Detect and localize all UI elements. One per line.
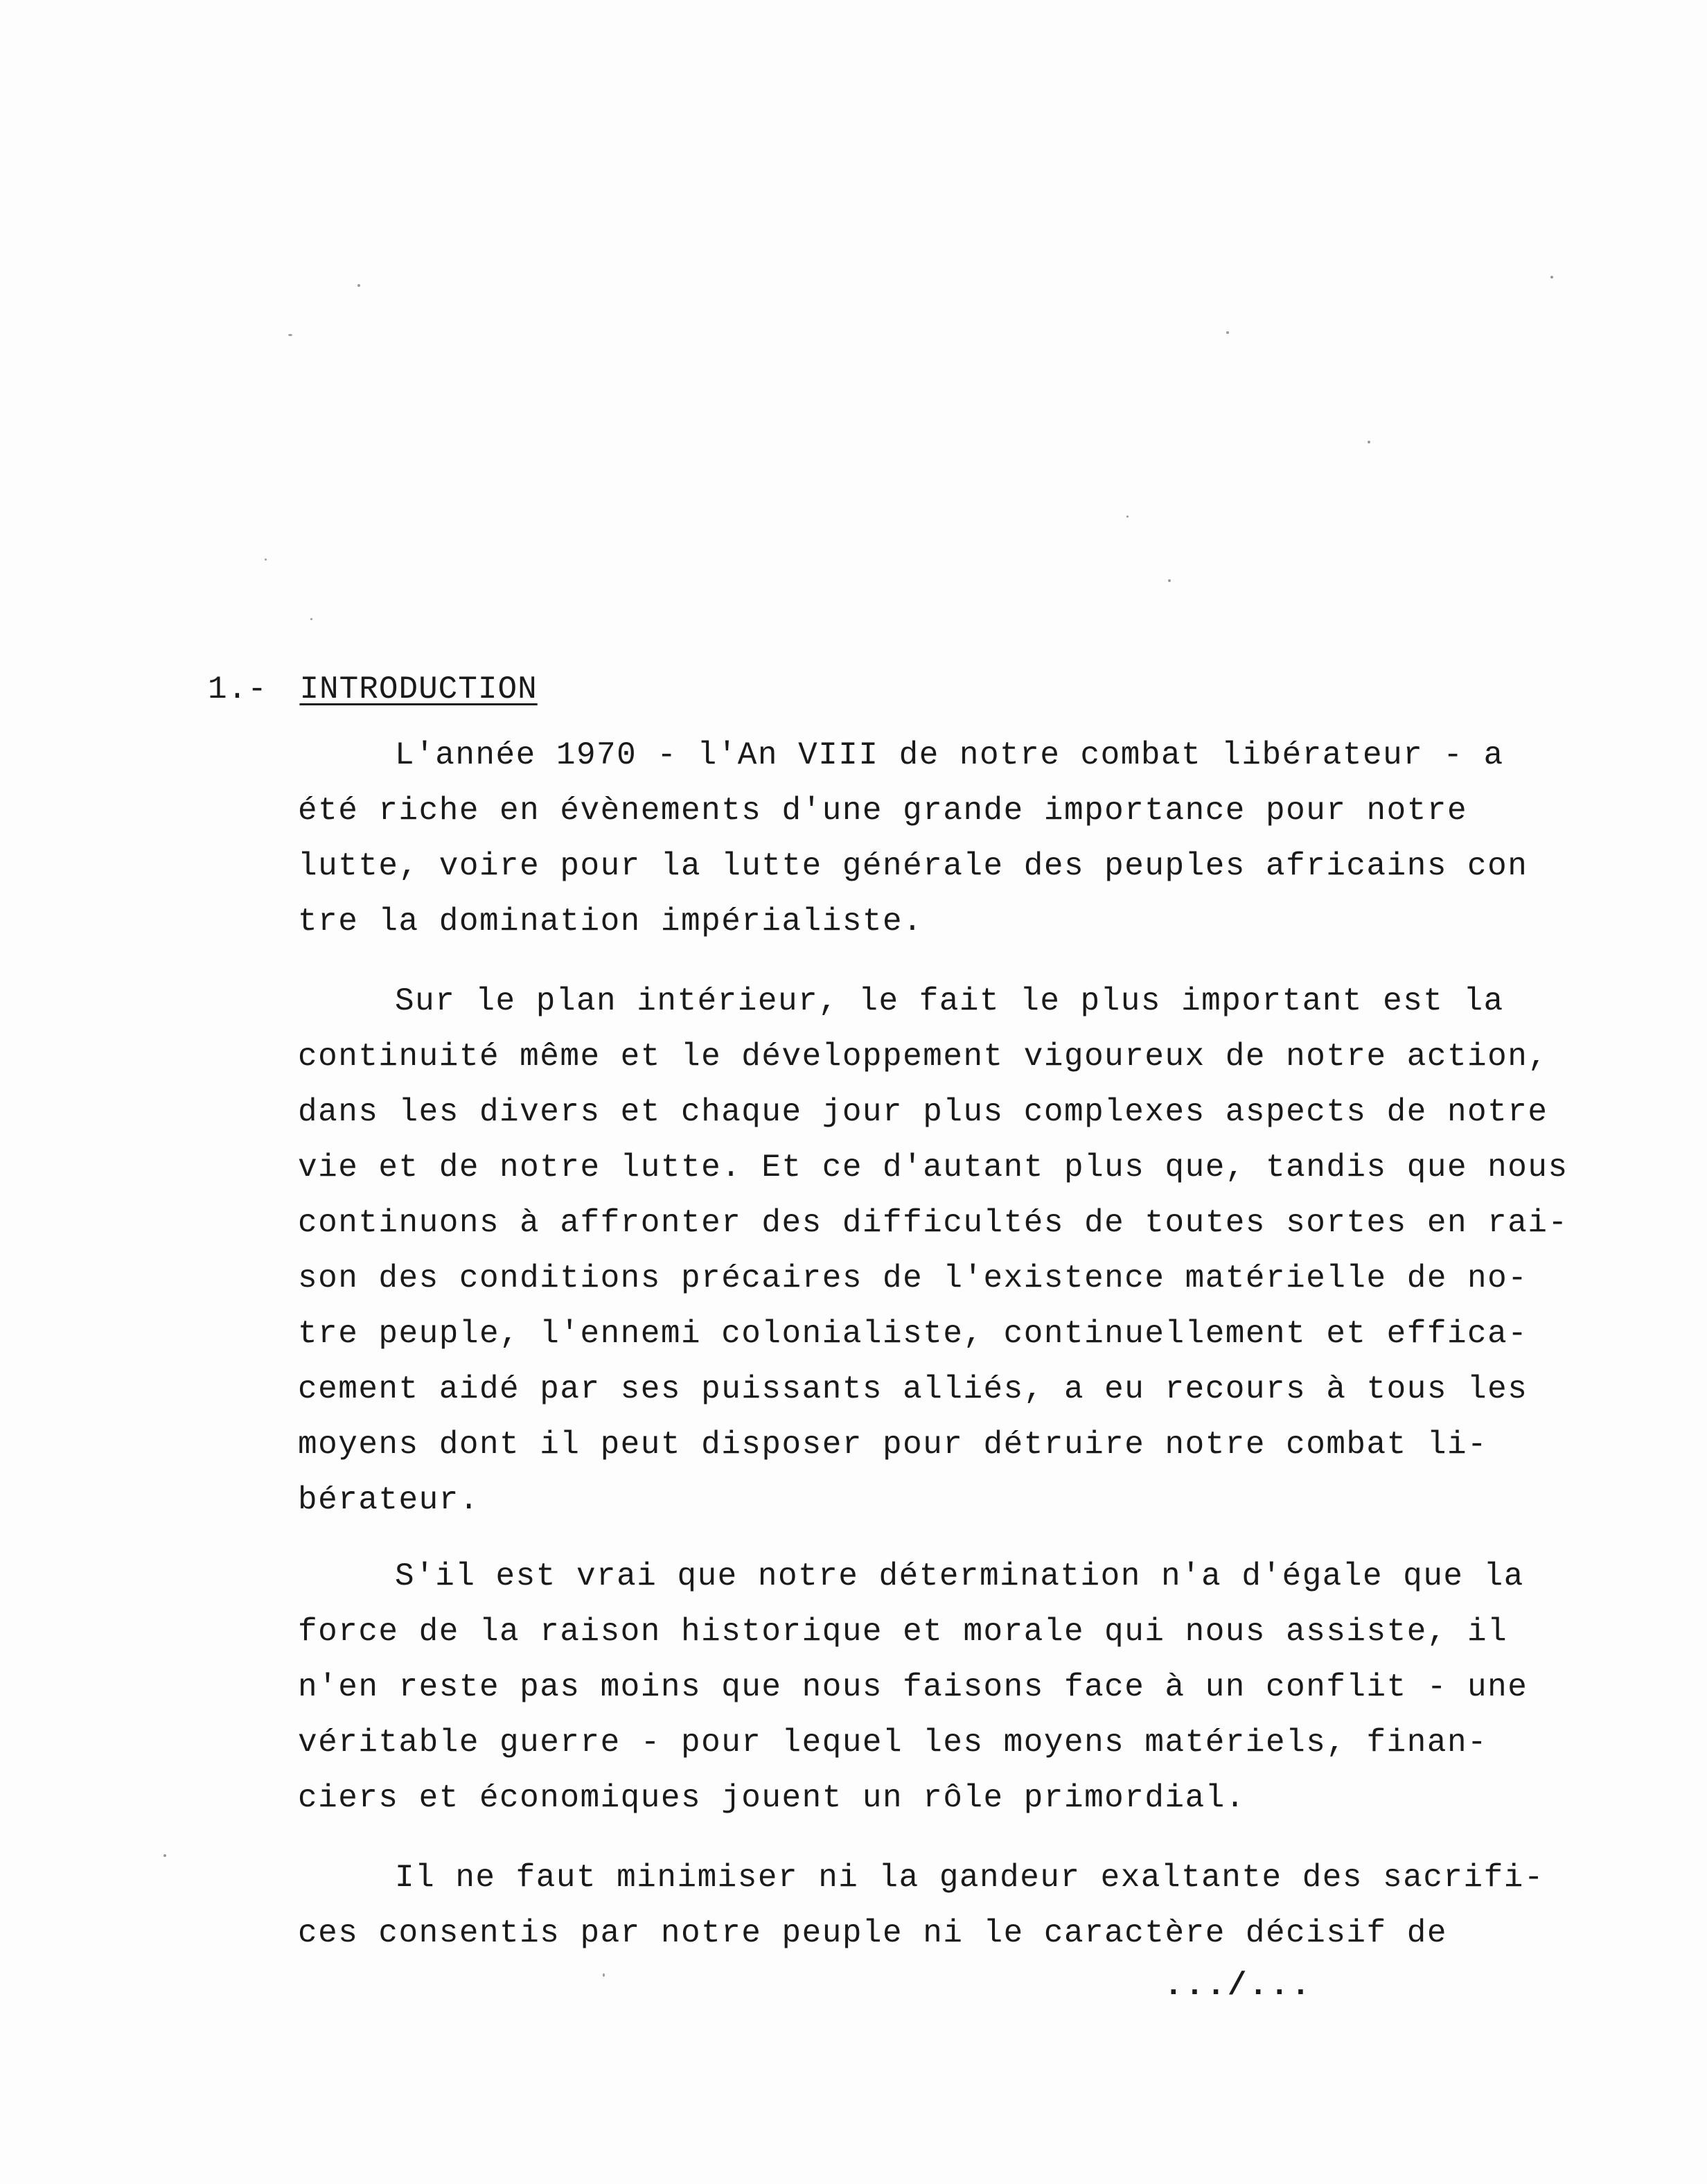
scan-speck [603, 1973, 605, 1977]
text-line: S'il est vrai que notre détermination n'a d'égale que la [395, 1558, 1524, 1594]
text-line: dans les divers et chaque jour plus complexes aspects de notre [298, 1094, 1548, 1130]
text-line: continuité même et le développement vigoureux de notre action, [298, 1039, 1548, 1075]
text-line: L'année 1970 - l'An VIII de notre combat libérateur - a [395, 737, 1504, 773]
scan-speck [1126, 516, 1129, 518]
scan-speck [357, 284, 360, 287]
text-line: tre la domination impérialiste. [298, 904, 923, 940]
text-line: ces consentis par notre peuple ni le caractère décisif de [298, 1915, 1447, 1951]
paragraph [298, 1549, 1586, 1826]
section-number: 1.- [208, 671, 267, 707]
scan-speck [288, 334, 292, 336]
scan-speck [310, 618, 312, 620]
text-line: Sur le plan intérieur, le fait le plus important est la [395, 983, 1504, 1019]
text-line: moyens dont il peut disposer pour détruire notre combat li- [298, 1427, 1488, 1463]
text-line: lutte, voire pour la lutte générale des peuples africains con [298, 848, 1528, 884]
scan-speck [1168, 579, 1171, 582]
paragraph [298, 974, 1586, 1528]
scan-speck [1550, 276, 1553, 279]
text-line: n'en reste pas moins que nous faisons face à un conflit - une [298, 1669, 1528, 1705]
text-line: ciers et économiques jouent un rôle primordial. [298, 1780, 1246, 1816]
text-line: vie et de notre lutte. Et ce d'autant plus que, tandis que nous [298, 1150, 1568, 1186]
continuation-mark: .../... [1164, 1968, 1313, 2004]
text-line: Il ne faut minimiser ni la gandeur exaltante des sacrifi- [395, 1860, 1544, 1896]
paragraph [298, 728, 1586, 949]
scan-speck [265, 558, 267, 561]
scan-speck [163, 1854, 166, 1857]
text-line: tre peuple, l'ennemi colonialiste, continuellement et effica- [298, 1316, 1528, 1352]
text-line: son des conditions précaires de l'existence matérielle de no- [298, 1260, 1528, 1296]
text-line: force de la raison historique et morale qui nous assiste, il [298, 1614, 1508, 1650]
paragraph [298, 1850, 1586, 1961]
section-title: INTRODUCTION [299, 671, 538, 707]
section-heading [208, 669, 538, 710]
scan-speck [1226, 331, 1229, 334]
text-line: été riche en évènements d'une grande importance pour notre [298, 793, 1468, 829]
text-line: continuons à affronter des difficultés de toutes sortes en rai- [298, 1205, 1568, 1241]
text-line: véritable guerre - pour lequel les moyens matériels, finan- [298, 1725, 1488, 1761]
text-line: cement aidé par ses puissants alliés, a eu recours à tous les [298, 1371, 1528, 1407]
text-line: bérateur. [298, 1482, 479, 1518]
scan-speck [1368, 441, 1370, 443]
